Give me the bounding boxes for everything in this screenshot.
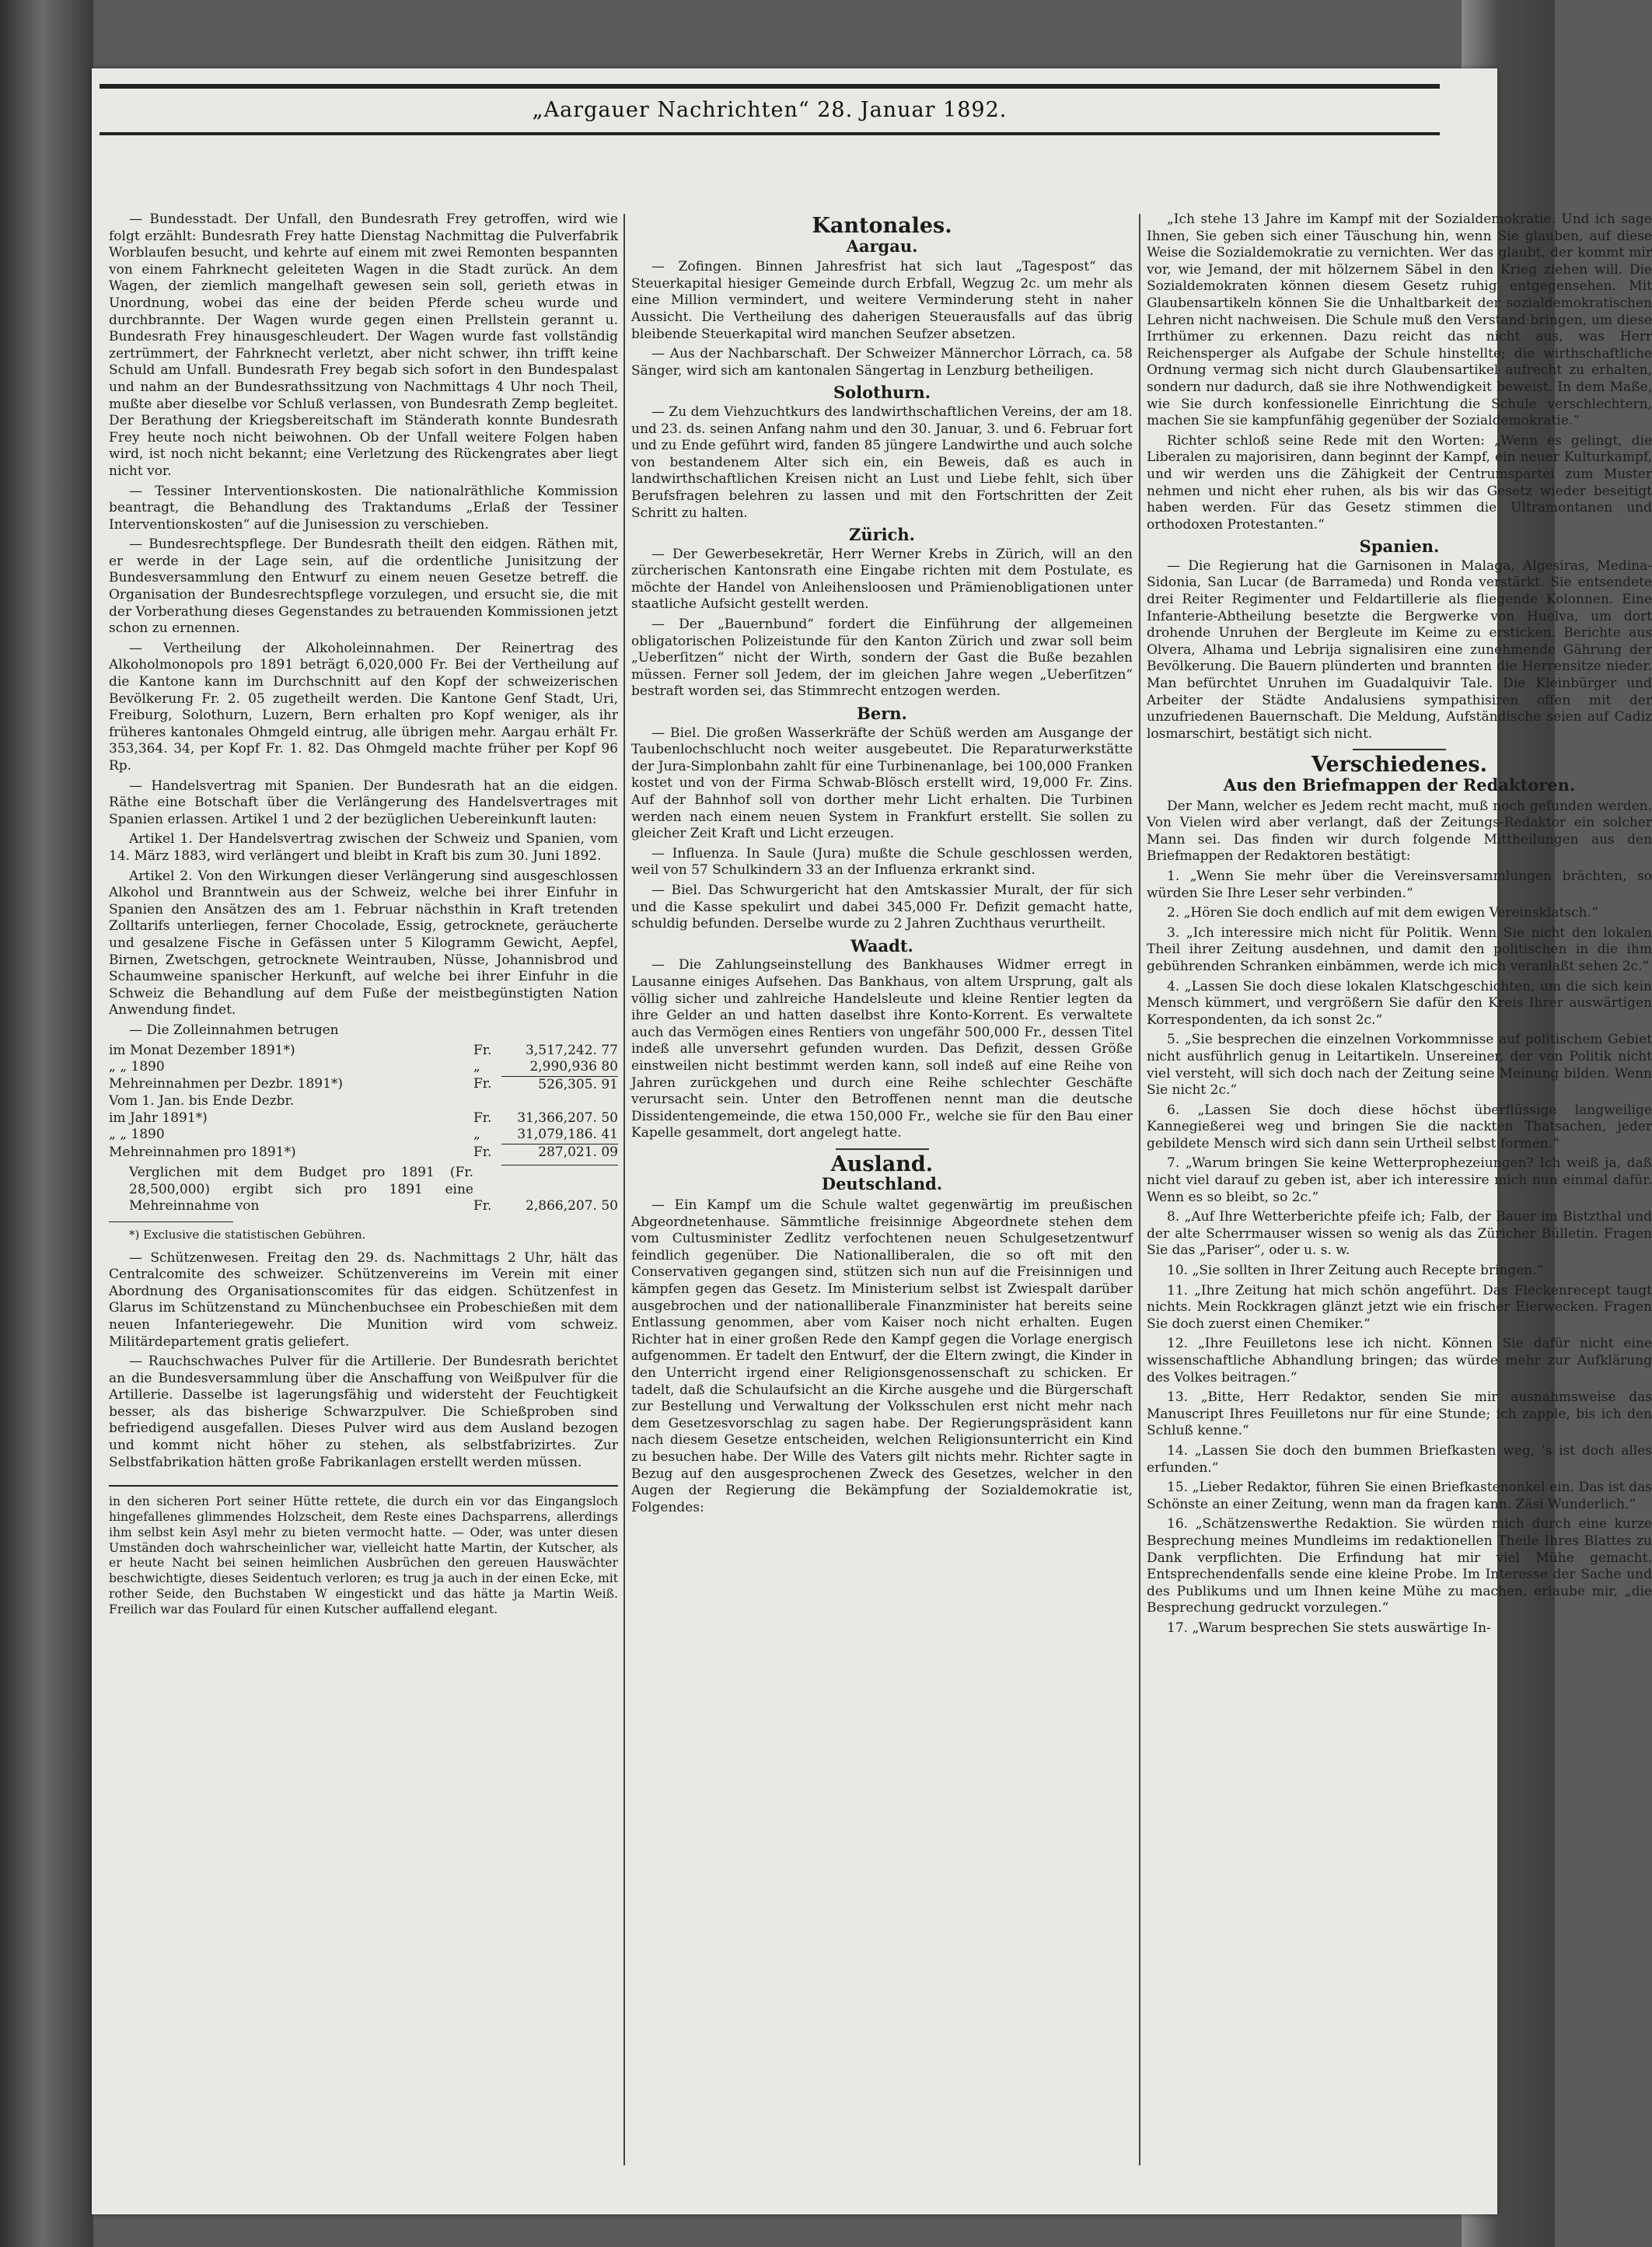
zoll-row — [109, 1110, 618, 1127]
feuilleton-text: in den sicheren Port seiner Hütte rettete, die durch ein vor das Eingangsloch hingefallenes glimmendes Holzscheit, dem Reste eines Dachsparrens, allerdings ihm selbst kein Asyl mehr zu bieten vermocht hatte. — Oder, was unter diesen Umständen doch wahrscheinlicher war, vielleicht hatte Martin, der Kutscher, als er heute Nacht bei seinen heimlichen Ausbrüchen den gereuen Hauswächter beschwichtigte, dieses Seidentuch verloren; es trug ja auch in der einen Ecke, mit rother Seide, den Buchstaben W eingestickt und das hätte ja Martin Weiß. Freilich war das Foulard für einen Kutscher auffallend elegant. — [109, 1494, 618, 1616]
budget-text: Verglichen mit dem Budget pro 1891 (Fr. 28,500,000) ergibt sich pro 1891 eine Mehreinnahme von — [129, 1165, 473, 1214]
header-title: „Aargauer Nachrichten“ 28. Januar 1892. — [532, 98, 1008, 122]
artikel-1: Artikel 1. Der Handelsvertrag zwischen der Schweiz und Spanien, vom 14. März 1883, wird verlängert und bleibt in Kraft bis zum 30. Juni 1892. — [109, 831, 618, 864]
budget-table — [109, 1165, 618, 1215]
article-tessiner: — Tessiner Interventionskosten. Die nationalräthliche Kommission beantragt, die Behandlung des Traktandums „Erlaß der Tessiner Interventionskosten“ auf die Junisession zu verschieben. — [109, 483, 618, 533]
briefmappen-item: 3. „Ich interessire mich nicht für Politik. Wenn Sie nicht den lokalen Theil ihrer Zeitung ausdehnen, und damit den politischen in die ihm gebührenden Schranken einbämmen, werde ich mich veranlaßt sehen 2c.“ — [1147, 924, 1652, 974]
briefmappen-item: 7. „Warum bringen Sie keine Wetterprophezeiungen? Ich weiß ja, daß nicht viel darauf zu geben ist, aber ich interessire mich nun einmal dafür. Wenn es so bleibt, so 2c.“ — [1147, 1155, 1652, 1205]
richter-closing: Richter schloß seine Rede mit den Worten: „Wenn es gelingt, die Liberalen zu majorisiren, dann beginnt der Kampf, ein neuer Kulturkampf, und wir werden uns die Zähigkeit der Centrumspartei zum Muster nehmen und nicht eher ruhen, als bis wir das Gesetz wieder beseitigt haben werden. Für das Gesetz stimmen die Ultramontanen und orthodoxen Protestanten.“ — [1147, 432, 1652, 533]
section-heading-kantonales: Kantonales. — [812, 214, 952, 238]
subheading-deutschland: Deutschland. — [821, 1174, 943, 1194]
article-bern-2: — Influenza. In Saule (Jura) mußte die Schule geschlossen werden, weil von 57 Schulkindern 33 an der Influenza erkrankt sind. — [631, 845, 1133, 879]
subheading-aargau: Aargau. — [846, 236, 918, 256]
article-zuerich-1: — Der Gewerbesekretär, Herr Werner Krebs in Zürich, will an den zürcherischen Kantonsrath eine Eingabe richten mit dem Postulate, es möchte der Handel von Anleihensloosen und Prämienobligationen unter staatliche Aufsicht gestellt werden. — [631, 546, 1133, 613]
zoll-amount: 2,990,936 80 — [529, 1059, 618, 1075]
briefmappen-item: 10. „Sie sollten in Ihrer Zeitung auch Recepte bringen.“ — [1167, 1263, 1544, 1279]
section-divider — [1353, 749, 1446, 750]
article-solothurn: — Zu dem Viehzuchtkurs des landwirthschaftlichen Vereins, der am 18. und 23. ds. seinen Anfang nahm und den 30. Januar, 3. und 6. Februar fort und zu Ende geführt wird, fanden 85 jüngere Landwirthe und auch solche von bestandenem Alter sich ein, ein Beweis, daß es auch in landwirthschaftlichen Kreisen nicht an Lust und Liebe fehlt, sich über Berufsfragen belehren zu lassen und mit den Fortschritten der Zeit Schritt zu halten. — [631, 404, 1133, 521]
zoll-label: „ „ 1890 — [109, 1059, 165, 1075]
zoll-amount: 31,366,207. 50 — [517, 1110, 618, 1126]
article-bern-1: — Biel. Die großen Wasserkräfte der Schüß werden am Ausgange der Taubenlochschlucht noch weiter ausgebeutet. Die Reparaturwerkstätte der Jura-Simplonbahn zahlt für eine Turbinenanlage, bei 100,000 Franken kostet und von der Firma Schwab-Blösch erstellt wird, 19,000 Fr. Zins. Auf der Bahnhof soll von dorther mehr Licht erhalten. Die Turbinen werden nach einem neuen System in Frankfurt erstellt. Sie sollen zu gleicher Zeit Kraft und Licht erzeugen. — [631, 725, 1133, 842]
artikel-2: Artikel 2. Von den Wirkungen dieser Verlängerung sind ausgeschlossen Alkohol und Branntwein aus der Schweiz, welche bei ihrer Einfuhr in Spanien den Ansätzen des am 1. Februar nächsthin in Kraft tretenden Zolltarifs unterliegen, ferner Chocolade, Essig, getrocknete, geräucherte und gesalzene Fische in Gefässen unter 5 Kilogramm Gewicht, Aepfel, Birnen, Zwetschgen, getrocknete Weintrauben, Nüsse, Johannisbrod und Schaumweine spanischer Herkunft, auf welche bei ihrer Einfuhr in die Schweiz die Behandlung auf dem Fuße der meistbegünstigten Nation Anwendung findet. — [109, 868, 618, 1019]
zoll-currency: Fr. — [473, 1042, 492, 1058]
zoll-label: Vom 1. Jan. bis Ende Dezbr. — [109, 1093, 295, 1110]
zoll-intro: — Die Zolleinnahmen betrugen — [129, 1022, 339, 1038]
article-schuetzenwesen: — Schützenwesen. Freitag den 29. ds. Nachmittags 2 Uhr, hält das Centralcomite des schweizer. Schützenvereins im Verein mit einer Abordnung des Organisationscomites für das eidgen. Schützenfest in Glarus im Schützenstand zu Münchenbuchsee ein Probeschießen mit dem neuen Infanteriegewehr. Die Munition wird vom schweiz. Militärdepartement gratis geliefert. — [109, 1249, 618, 1350]
briefmappen-item: 8. „Auf Ihre Wetterberichte pfeife ich; Falb, der Bauer im Bistzthal und der alte Scherrmauser wissen so wenig als das Züricher Bülletin. Fragen Sie das „Pariser“, oder u. s. w. — [1147, 1209, 1652, 1259]
briefmappen-item: 2. „Hören Sie doch endlich auf mit dem ewigen Vereinsklatsch.“ — [1167, 905, 1598, 921]
zoll-label: im Monat Dezember 1891*) — [109, 1042, 295, 1058]
footnote-rule — [109, 1221, 233, 1222]
header-rule-top — [100, 84, 1440, 89]
subheading-briefmappen: Aus den Briefmappen der Redaktoren. — [1223, 775, 1576, 795]
budget-row — [109, 1165, 618, 1215]
subheading-waadt: Waadt. — [850, 935, 913, 956]
briefmappen-item: 4. „Lassen Sie doch diese lokalen Klatschgeschichten, um die sich kein Mensch kümmert, und vergrößern Sie dafür den Kreis Ihrer auswärtigen Korrespondenten, da ich sonst 2c.“ — [1147, 978, 1652, 1028]
scan-border-left — [0, 0, 93, 2247]
zoll-row — [109, 1093, 618, 1110]
article-alkohol: — Vertheilung der Alkoholeinnahmen. Der Reinertrag des Alkoholmonopols pro 1891 beträgt 6,020,000 Fr. Bei der Vertheilung auf die Kantone kann im Durchschnitt auf den Kopf der schweizerischen Bevölkerung Fr. 2. 05 zugetheilt werden. Die Kantone Genf Stadt, Uri, Freiburg, Solothurn, Luzern, Bern erhalten pro Kopf weniger, als ihr früheres kantonales Ohmgeld eintrug, alle übrigen mehr. Aargau erhält Fr. 353,364. 34, per Kopf Fr. 1. 82. Das Ohmgeld machte früher per Kopf 96 Rp. — [109, 640, 618, 774]
zoll-row — [109, 1043, 618, 1060]
article-zofingen: — Zofingen. Binnen Jahresfrist hat sich laut „Tagespost“ das Steuerkapital hiesiger Gemeinde durch Erbfall, Wegzug 2c. um mehr als eine Million vermindert, und weitere Verminderung steht in naher Aussicht. Die Vertheilung des daherigen Steuerausfalls auf das übrig bleibende Steuerkapital wird manchen Seufzer absetzen. — [631, 259, 1133, 342]
briefmappen-item: 14. „Lassen Sie doch den bummen Briefkasten weg, 's ist doch alles erfunden.“ — [1147, 1442, 1652, 1476]
subheading-bern: Bern. — [857, 704, 907, 724]
zoll-amount: 3,517,242. 77 — [526, 1042, 618, 1058]
briefmappen-item: 11. „Ihre Zeitung hat mich schön angeführt. Das Fleckenrecept taugt nichts. Mein Rockkragen glänzt jetzt wie ein frischer Eierwecken. Fragen Sie doch zuerst einen Chemiker.“ — [1147, 1282, 1652, 1332]
article-pulver: — Rauchschwaches Pulver für die Artillerie. Der Bundesrath berichtet an die Bundesversammlung über die Anschaffung von Weißpulver für die Artillerie. Dasselbe ist lagerungsfähig und widersteht der Feuchtigkeit besser, als das bisherige Schwarzpulver. Die Schießproben sind befriedigend ausgefallen. Dieses Pulver wird aus dem Ausland bezogen und kommt nicht höher zu stehen, als selbstfabrizirtes. Zur Selbstfabrikation hätten große Fabrikanlagen erstellt werden müssen. — [109, 1354, 618, 1470]
zoll-amount: 287,021. 09 — [501, 1144, 618, 1162]
richter-quote: „Ich stehe 13 Jahre im Kampf mit der Sozialdemokratie. Und ich sage Ihnen, Sie geben sich einer Täuschung hin, wenn Sie glauben, auf diese Weise die Sozialdemokratie zu vernichten. Wer das glaubt, der kommt mir vor, wie Jemand, der mit hölzernem Säbel in den Krieg ziehen will. Die Sozialdemokraten können diesem Gesetz ruhig entgegensehen. Mit Glaubensartikeln können Sie die Unhaltbarkeit der sozialdemokratischen Lehren nicht nachweisen. Die Schule muß den Verstand bringen, um diese Irrthümer zu erkennen. Dazu reicht das nicht aus, was Herr Reichensperger als Aufgabe der Schule hinstellte; die wirthschaftliche Ordnung vermag sich nicht durch Glaubensartikel aufrecht zu erhalten, sondern nur dadurch, daß sie ihre Nothwendigkeit beweist. In dem Maße, wie Sie durch konfessionelle Einrichtung die Schule verschlechtern, machen Sie sie kampfunfähig gegenüber der Sozialdemokratie.“ — [1147, 211, 1652, 429]
footnote: *) Exclusive die statistischen Gebühren. — [129, 1227, 366, 1242]
zoll-amount: 526,305. 91 — [501, 1076, 618, 1093]
article-rechtspflege: — Bundesrechtspflege. Der Bundesrath theilt den eidgen. Räthen mit, er werde in der Lage sein, auf die ordentliche Junisitzung der Bundesversammlung den Entwurf zu einem neuen Gesetze betreff. die Organisation der Bundesrechtspflege vorzulegen, und ersucht sie, die mit der Vorberathung dieses Gegenstandes zu betrauenden Kommissionen jetzt schon zu ernennen. — [109, 536, 618, 637]
zoll-label: im Jahr 1891*) — [109, 1110, 208, 1126]
article-handelsvertrag: — Handelsvertrag mit Spanien. Der Bundesrath hat an die eidgen. Räthe eine Botschaft über die Verlängerung des Handelsvertrages mit Spanien erlassen. Artikel 1 und 2 der bezüglichen Uebereinkunft lauten: — [109, 778, 618, 827]
column-2 — [631, 211, 1133, 2171]
zoll-label: Mehreinnahmen pro 1891*) — [109, 1144, 296, 1160]
briefmappen-item: 6. „Lassen Sie doch diese höchst überflüssige langweilige Kannegießerei weg und bringen Sie die nackten Thatsachen, jeder gebildete Mensch wird sich dann sein Urtheil selbst formen.“ — [1147, 1102, 1652, 1151]
zoll-label: Mehreinnahmen per Dezbr. 1891*) — [109, 1076, 344, 1092]
section-divider — [836, 1148, 929, 1150]
zoll-currency: „ — [473, 1059, 480, 1075]
article-waadt: — Die Zahlungseinstellung des Bankhauses Widmer erregt in Lausanne einiges Aufsehen. Das Bankhaus, von altem Ursprung, galt als völlig sicher und zahlreiche Handelsleute und kleine Rentier legten da ihre Gelder an und hatten daselbst ihre Konto-Korrent. Es verwaltete auch das Vermögen eines Rentiers von ungefähr 500,000 Fr., dessen Titel indeß alle unversehrt gefunden wurden. Das Defizit, dessen Größe einstweilen nicht bestimmt werden kann, soll indeß auf eine Reihe von Jahren zurückgehen und durch eine Reihe schlechter Geschäfte verursacht sein. Unter den Betroffenen nennt man die deutsche Dissidentengemeinde, die etwa 150,000 Fr., welche sie für den Bau einer Kapelle gesammelt, dort angelegt hatte. — [631, 957, 1133, 1141]
section-heading-ausland: Ausland. — [830, 1151, 934, 1176]
briefmappen-item: 15. „Lieber Redaktor, führen Sie einen Briefkastenonkel ein. Das ist das Schönste an einer Zeitung, wenn man da fragen kann. Zäsi Wunderlich.“ — [1147, 1480, 1652, 1512]
zoll-currency — [473, 1093, 501, 1110]
subheading-zuerich: Zürich. — [848, 525, 915, 545]
zoll-currency: Fr. — [473, 1110, 492, 1126]
briefmappen-intro: Der Mann, welcher es Jedem recht macht, muß noch gefunden werden. Von Vielen wird aber verlangt, daß der Zeitungs-Redaktor ein solcher Mann sei. Das finden wir durch folgende Mittheilungen aus den Briefmappen der Redaktoren bestätigt: — [1147, 798, 1652, 865]
briefmappen-item: 12. „Ihre Feuilletons lese ich nicht. Können Sie dafür nicht eine wissenschaftliche Abhandlung bringen; das würde mehr zur Aufklärung des Volkes beitragen.“ — [1147, 1336, 1652, 1386]
zoll-amount: 31,079,186. 41 — [517, 1127, 618, 1143]
article-spanien: — Die Regierung hat die Garnisonen in Malaga, Algesiras, Medina-Sidonia, San Lucar (de Barrameda) und Ronda verstärkt. Sie entsendete drei Reiter Regimenter und Feldartillerie als fliegende Kolonnen. Eine Infanterie-Abtheilung besetzte die Bergwerke von Huelva, um dort drohende Unruhen der Bergleute im Keime zu ersticken. Berichte aus Olvera, Alhama und Lebrija signalisiren eine zunehmende Gährung der Bevölkerung. Die Bauern plünderten und brannten die Herrensitze nieder. Man befürchtet Unruhen im Guadalquivir Tale. Die Kleinbürger und Arbeiter der Städte Andalusiens sympathisiren offen mit der unzufriedenen Bauernschaft. Die Meldung, Aufständische seien auf Cadiz losmarschirt, bestätigt sich nicht. — [1147, 557, 1652, 742]
section-heading-verschiedenes: Verschiedenes. — [1311, 753, 1488, 778]
zoll-currency: Fr. — [473, 1076, 492, 1092]
article-nachbarschaft: — Aus der Nachbarschaft. Der Schweizer Männerchor Lörrach, ca. 58 Sänger, wird sich am kantonalen Sängertag in Lenzburg betheiligen. — [631, 346, 1133, 379]
zoll-label: „ „ 1890 — [109, 1127, 165, 1143]
article-bern-3: — Biel. Das Schwurgericht hat den Amtskassier Muralt, der für sich und die Kasse spekulirt und dabei 345,000 Fr. Defizit gemacht hatte, schuldig befunden. Derselbe wurde zu 2 Jahren Zuchthaus verurtheilt. — [631, 882, 1133, 932]
zoll-row — [109, 1127, 618, 1144]
briefmappen-item: 13. „Bitte, Herr Redaktor, senden Sie mir ausnahmsweise das Manuscript Ihres Feuilletons nur für eine Stunde; ich zapple, bis ich den Schluß kenne.“ — [1147, 1389, 1652, 1439]
subheading-spanien: Spanien. — [1359, 536, 1440, 557]
zoll-row — [109, 1076, 618, 1093]
briefmappen-item: 17. „Warum besprechen Sie stets auswärtige In- — [1167, 1620, 1491, 1636]
zoll-table — [109, 1043, 618, 1162]
budget-amount: 2,866,207. 50 — [501, 1165, 618, 1215]
briefmappen-item: 5. „Sie besprechen die einzelnen Vorkommnisse auf politischem Gebiet nicht ausführlich genug in Leitartikeln. Unsereiner, der von Politik nicht viel versteht, will sich doch nach der Zeitung seine Meinung bilden. Wenn Sie nicht 2c.“ — [1147, 1032, 1652, 1099]
header-rule-bottom — [100, 132, 1440, 135]
zoll-amount — [501, 1093, 618, 1110]
feuilleton-rule — [109, 1485, 618, 1487]
subheading-solothurn: Solothurn. — [833, 383, 931, 403]
column-divider-2 — [1139, 214, 1140, 2165]
zoll-row — [109, 1144, 618, 1162]
column-1 — [109, 211, 618, 2171]
article-kampf-schule: — Ein Kampf um die Schule waltet gegenwärtig im preußischen Abgeordnetenhause. Sämmtliche freisinnige Abgeordnete stehen dem vom Cultusminister Zedlitz verfochtenen neuen Schulgesetzentwurf feindlich gegenüber. Die Nationalliberalen, die so oft mit den Conservativen gegangen sind, stützen sich nun auf die Freisinnigen und kämpfen gegen das Gesetz. Im Ministerium selbst ist Zwiespalt darüber ausgebrochen und der nationalliberale Finanzminister hat bereits seine Entlassung genommen, aber vom Kaiser noch nicht erhalten. Eugen Richter hat in einer großen Rede den Kampf gegen die Vorlage energisch aufgenommen. Er tadelt den Entwurf, der die Eltern zwingt, die Kinder in den Unterricht irgend einer Religionsgenossenschaft zu schicken. Er tadelt, daß die Schulaufsicht an die Kirche ausgehe und die Bürgerschaft zur Bestellung und Verwaltung der Volksschulen erst nicht mehr nach dem Gesetzesvorschlag zu sagen habe. Der Regierungspräsident kann nach diesem Gesetze entscheiden, welchen Religionsunterricht ein Kind zu besuchen habe. Der Wille des Vaters gilt nichts mehr. Richter sagte in Bezug auf den ausgesprochenen Zweck des Gesetzes, welcher in den Augen der Regierung die Bekämpfung der Sozialdemokratie ist, Folgendes: — [631, 1197, 1133, 1515]
zoll-currency: Fr. — [473, 1144, 492, 1160]
article-bundesstadt: — Bundesstadt. Der Unfall, den Bundesrath Frey getroffen, wird wie folgt erzählt: Bundesrath Frey hatte Dienstag Nachmittag die Pulverfabrik Worblaufen besucht, und kehrte auf einem mit zwei Remonten bespannten von einem Fahrknecht geleiteten Wagen in die Stadt zurück. An dem Wagen, der ziemlich mangelhaft gewesen sein soll, gerieth etwas in Unordnung, wobei das eine der beiden Pferde scheu wurde und durchbrannte. Der Wagen wurde gegen einen Prellstein gerannt u. Bundesrath Frey hinausgeschleudert. Der Wagen wurde fast vollständig zertrümmert, der Fahrknecht verletzt, aber nicht schwer, ihn trifft keine Schuld am Unfall. Bundesrath Frey begab sich sofort in den Bundespalast und nahm an der Bundesrathssitzung von Nachmittags 4 Uhr noch Theil, mußte aber dieselbe vor Schluß verlassen, von Bundesrath Zemp begleitet. Der Berathung der Kriegsbereitschaft im Ständerath konnte Bundesrath Frey heute noch nicht beiwohnen. Ob der Unfall weitere Folgen haben wird, ist noch nicht bekannt; eine Verletzung des Rückengrates aber liegt nicht vor. — [109, 211, 618, 479]
briefmappen-item: 1. „Wenn Sie mehr über die Vereinsversammlungen brächten, so würden Sie Ihre Leser sehr verbinden.“ — [1147, 868, 1652, 901]
page-header — [100, 84, 1440, 193]
briefmappen-item: 16. „Schätzenswerthe Redaktion. Sie würden mich durch eine kurze Besprechung meines Mundleims im redaktionellen Theile Ihres Blattes zu Dank verpflichten. Die Erfindung hat mir viel Mühe gemacht. Entsprechendenfalls sende eine kleine Probe. Im Interesse der Sache und des Publikums und um Ihnen keine Mühe zu machen, erlaube mir, „die Besprechung gedruckt vorzulegen.“ — [1147, 1516, 1652, 1616]
article-zuerich-2: — Der „Bauernbund“ fordert die Einführung der allgemeinen obligatorischen Polizeistunde für den Kanton Zürich und zwar soll beim „Ueberſitzen“ nicht der Wirth, sondern der Gast die Buße bezahlen müssen. Ferner soll Jedem, der im gleichen Jahre wegen „Ueberſitzen“ bestraft worden sei, das Stimmrecht entzogen werden. — [631, 617, 1133, 700]
column-3 — [1147, 211, 1652, 2171]
column-divider-1 — [623, 214, 625, 2165]
zoll-currency: „ — [473, 1127, 480, 1143]
budget-currency: Fr. — [473, 1198, 492, 1214]
zoll-row — [109, 1059, 618, 1076]
